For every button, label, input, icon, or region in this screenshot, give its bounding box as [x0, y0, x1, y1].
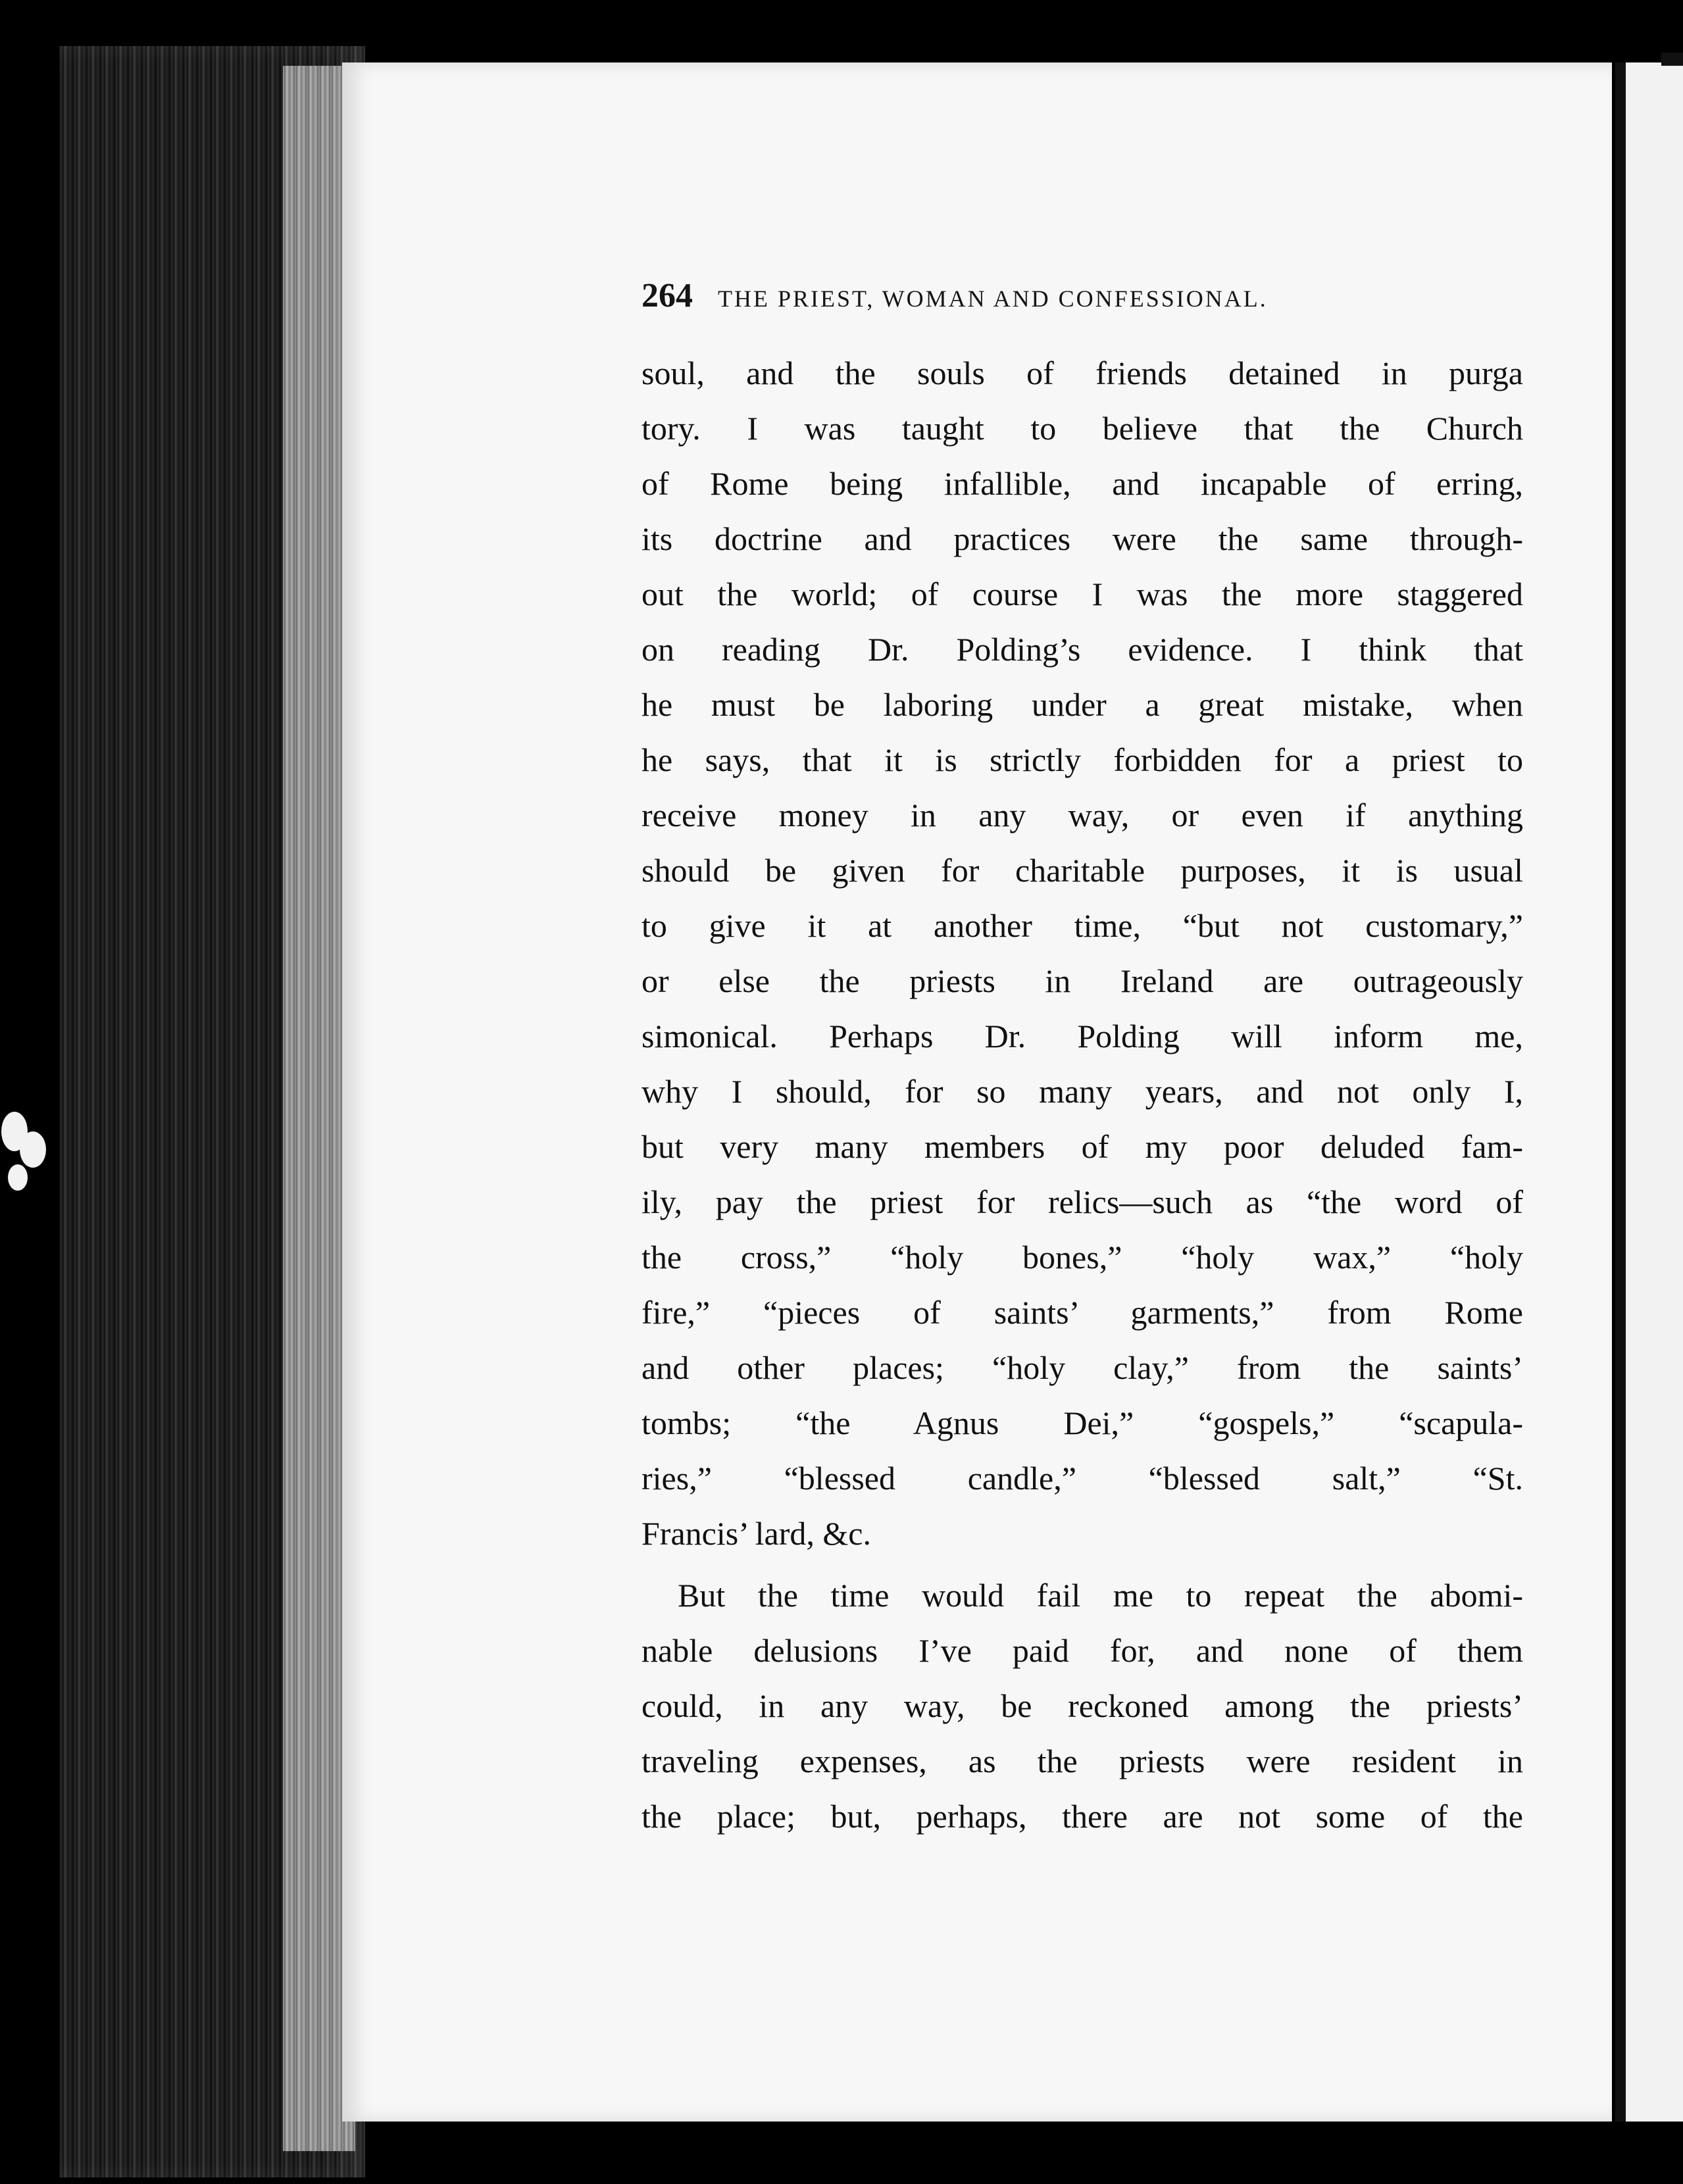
scan-specks: [0, 1105, 53, 1210]
text-line: but very many members of my poor deluded fam-: [641, 1128, 1523, 1165]
text-line: to give it at another time, “but not customary,”: [641, 907, 1523, 944]
text-line: tory. I was taught to believe that the Church: [641, 410, 1523, 447]
body-text: [641, 345, 1523, 1844]
text-line: nable delusions I’ve paid for, and none of them: [641, 1632, 1523, 1669]
page-number: 264: [641, 277, 693, 314]
text-line: simonical. Perhaps Dr. Polding will inform me,: [641, 1018, 1523, 1055]
text-line: But the time would fail me to repeat the abomi-: [678, 1577, 1523, 1614]
text-line: could, in any way, be reckoned among the priests’: [641, 1687, 1523, 1724]
running-title: THE PRIEST, WOMAN AND CONFESSIONAL.: [718, 285, 1268, 312]
text-line: why I should, for so many years, and not only I,: [641, 1073, 1523, 1110]
text-line: the place; but, perhaps, there are not some of the: [641, 1798, 1523, 1835]
text-line: receive money in any way, or even if anything: [641, 797, 1523, 833]
text-line: Francis’ lard, &c.: [641, 1515, 871, 1552]
text-line: or else the priests in Ireland are outrageously: [641, 962, 1523, 999]
text-line: soul, and the souls of friends detained in purga: [641, 355, 1523, 391]
text-line: fire,” “pieces of saints’ garments,” from Rome: [641, 1294, 1523, 1331]
adjacent-page: [1626, 62, 1683, 2122]
text-line: he must be laboring under a great mistake, when: [641, 686, 1523, 723]
text-line: its doctrine and practices were the same through-: [641, 520, 1523, 557]
text-line: of Rome being infallible, and incapable of erring,: [641, 465, 1523, 502]
text-line: the cross,” “holy bones,” “holy wax,” “holy: [641, 1239, 1523, 1276]
text-line: ily, pay the priest for relics—such as “the word of: [641, 1183, 1523, 1220]
text-line: tombs; “the Agnus Dei,” “gospels,” “scapula-: [641, 1404, 1523, 1441]
paragraph-2: [641, 1568, 1523, 1844]
text-line: and other places; “holy clay,” from the saints’: [641, 1349, 1523, 1386]
text-line: ries,” “blessed candle,” “blessed salt,” “St.: [641, 1460, 1523, 1497]
text-line: should be given for charitable purposes, it is usual: [641, 852, 1523, 889]
text-line: traveling expenses, as the priests were resident in: [641, 1743, 1523, 1779]
running-head: [641, 276, 1523, 315]
text-line: on reading Dr. Polding’s evidence. I think that: [641, 631, 1523, 668]
page-gutter: [1615, 62, 1626, 2122]
corner-mark: [1661, 53, 1683, 66]
text-line: out the world; of course I was the more staggered: [641, 576, 1523, 612]
paragraph-1: [641, 345, 1523, 1561]
text-line: he says, that it is strictly forbidden for a priest to: [641, 741, 1523, 778]
